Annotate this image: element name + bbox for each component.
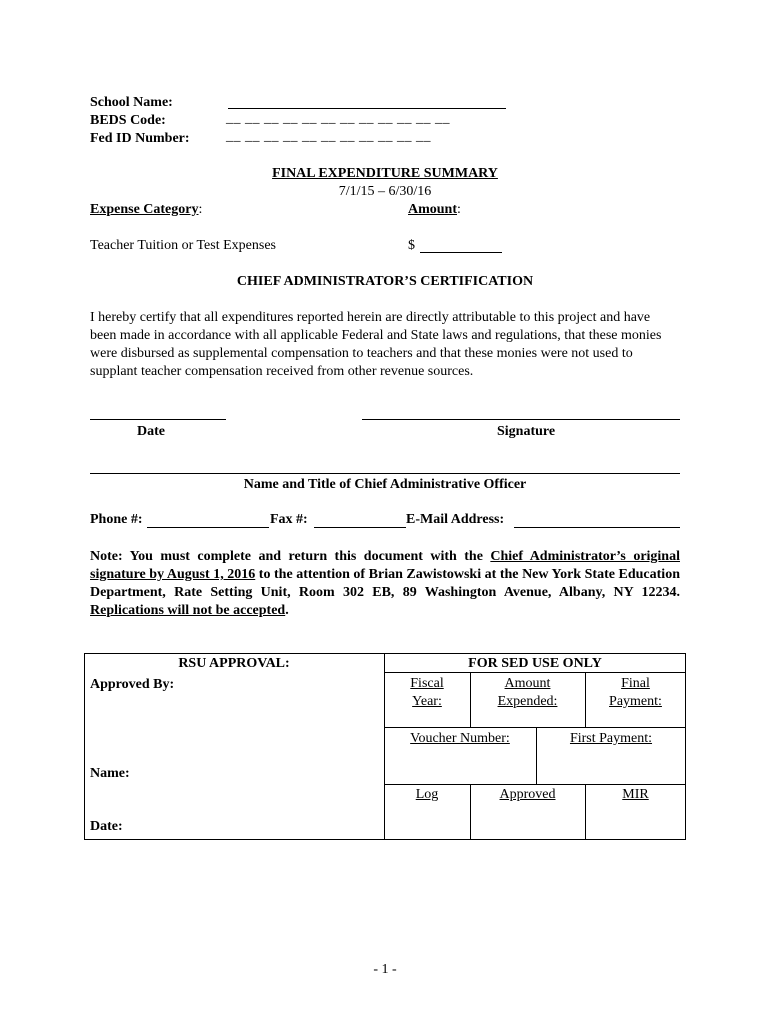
sed-use-title: FOR SED USE ONLY <box>468 656 602 671</box>
rsu-date-label: Date: <box>90 819 123 834</box>
expense-category-colon: : <box>198 202 203 217</box>
approved-label: Approved <box>499 787 556 802</box>
expense-category-header <box>90 202 202 218</box>
note-prefix: Note: You must complete and return this document with the <box>90 549 491 564</box>
signature-line <box>362 419 680 420</box>
fed-id-blank: __ __ __ __ __ __ __ __ __ __ __ <box>226 129 431 144</box>
amount-header <box>408 202 461 218</box>
note-underlined-replications: Replications will not be accepted <box>90 603 286 618</box>
amount-colon: : <box>457 202 461 217</box>
sed-row-rule-1 <box>384 727 686 728</box>
payment-label: Payment: <box>609 694 662 709</box>
sed-row-rule-2 <box>384 784 686 785</box>
fed-id-label: Fed ID Number: <box>90 131 190 146</box>
amount-line <box>420 252 502 253</box>
school-name-label: School Name: <box>90 95 173 110</box>
summary-title: FINAL EXPENDITURE SUMMARY <box>272 166 498 181</box>
email-line <box>514 527 680 528</box>
final-label: Final <box>621 676 650 691</box>
email-label: E-Mail Address: <box>406 512 505 527</box>
fax-line <box>314 527 406 528</box>
year-label: Year: <box>412 694 442 709</box>
summary-period: 7/1/15 – 6/30/16 <box>338 184 432 199</box>
note-underlined-deadline: Chief Administrator’s original signature by August 1, 2016 <box>90 549 680 582</box>
mir-label: MIR <box>622 787 649 802</box>
date-label: Date <box>137 424 165 439</box>
amount-expended-cell <box>470 675 585 711</box>
school-name-line <box>228 108 506 109</box>
voucher-number-label: Voucher Number: <box>410 731 510 746</box>
date-line <box>90 419 226 420</box>
sed-header-rule <box>384 672 686 673</box>
beds-code-label: BEDS Code: <box>90 113 166 128</box>
rsu-name-label: Name: <box>90 766 130 781</box>
amount-cell-label: Amount <box>504 676 551 691</box>
certification-body: I hereby certify that all expenditures reported herein are directly attributable to this project and have been made in accordance with all applicable Federal and State laws and regulations, that these monies were disbursed as supplemental compensation to teachers and that these monies were not used to supplant teacher compensation received from other revenue sources. <box>90 310 662 379</box>
signature-label: Signature <box>497 424 556 439</box>
log-label: Log <box>415 787 439 802</box>
fiscal-year-cell <box>384 675 470 711</box>
rsu-approval-title: RSU APPROVAL: <box>178 656 290 671</box>
expended-label: Expended: <box>497 694 558 709</box>
approved-by-label: Approved By: <box>90 677 175 692</box>
certification-title: CHIEF ADMINISTRATOR’S CERTIFICATION <box>236 274 534 289</box>
expense-category-label: Expense Category <box>90 202 199 217</box>
name-title-label: Name and Title of Chief Administrative Officer <box>243 477 527 492</box>
final-payment-cell <box>585 675 686 711</box>
beds-code-blank: __ __ __ __ __ __ __ __ __ __ __ __ <box>226 111 450 126</box>
name-title-line <box>90 473 680 474</box>
phone-label: Phone #: <box>90 512 143 527</box>
note-suffix: . <box>285 603 289 618</box>
first-payment-label: First Payment: <box>569 731 653 746</box>
submission-note <box>90 548 680 620</box>
phone-line <box>147 527 269 528</box>
page-number: - 1 - <box>373 962 397 977</box>
note-middle: to the attention of Brian Zawistowski at the New York State Education Department, Rate Setting Unit, Room 302 EB, 89 Washington Avenue, Albany, NY 12234. <box>90 567 680 600</box>
line-item-label: Teacher Tuition or Test Expenses <box>90 238 276 253</box>
fiscal-label: Fiscal <box>410 676 444 691</box>
amount-label: Amount <box>408 202 458 217</box>
fax-label: Fax #: <box>270 512 308 527</box>
dollar-sign: $ <box>408 238 415 253</box>
